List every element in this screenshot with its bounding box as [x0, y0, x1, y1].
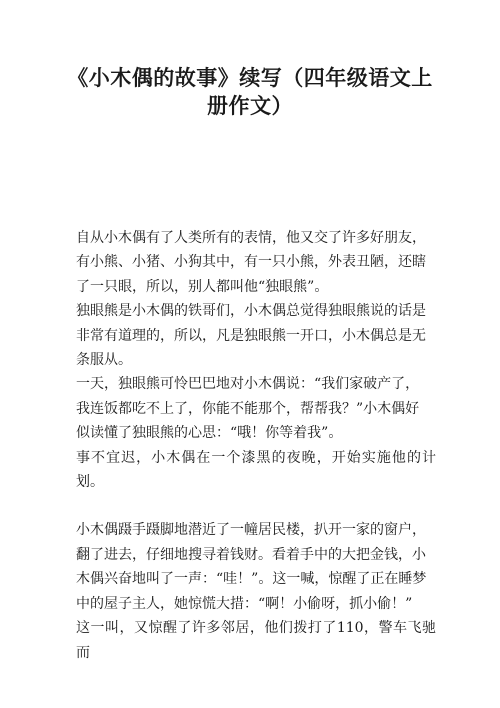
paragraph-4: 事不宜迟，小木偶在一个漆黑的夜晚，开始实施他的计划。	[76, 449, 436, 491]
paragraph-3: 一天，独眼熊可怜巴巴地对小木偶说：“我们家破产了， 我连饭都吃不上了，你能不能那个，帮帮我？”小木偶好 似读懂了独眼熊的心思：“哦！你等着我”。	[76, 376, 420, 442]
document-title: 《小木偶的故事》续写（四年级语文上 册作文）	[67, 65, 433, 118]
paragraph-2: 独眼熊是小木偶的铁哥们，小木偶总觉得独眼熊说的话是 非常有道理的，所以，凡是独眼熊一开口，小木偶总是无 条服从。	[76, 303, 426, 369]
document-body	[76, 226, 436, 665]
paragraph-1: 自从小木偶有了人类所有的表情，他又交了许多好朋友， 有小熊、小猪、小狗其中，有一只小熊，外表丑陋，还瞎 了一只眼，所以，别人都叫他“独眼熊”。	[76, 230, 426, 295]
paragraph-spacer	[76, 494, 436, 518]
paragraph-5: 小木偶蹑手蹑脚地潜近了一幢居民楼，扒开一家的窗户， 翻了进去，仔细地搜寻着钱财。看着手中的大把金钱，小 木偶兴奋地叫了一声：“哇！”。这一喊，惊醒了正在睡梦 中的屋子主人，她惊慌大措：“啊！小偷呀，抓小偷！” 这一叫，又惊醒了许多邻居，他们拨打了110，警车飞驰而	[76, 522, 436, 661]
